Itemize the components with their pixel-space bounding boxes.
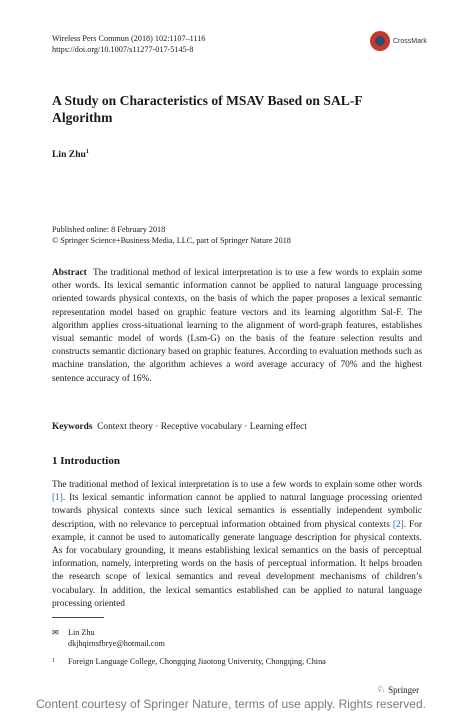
journal-citation: Wireless Pers Commun (2018) 102:1107–1116 xyxy=(52,34,206,43)
footnote-separator xyxy=(52,617,104,618)
author-affil-mark: 1 xyxy=(85,149,89,155)
citation-1[interactable]: [1] xyxy=(52,493,63,504)
introduction-paragraph xyxy=(52,479,422,611)
copyright: © Springer Science+Business Media, LLC, part of Springer Nature 2018 xyxy=(52,236,291,245)
publisher-logo xyxy=(377,684,419,695)
author-name: Lin Zhu xyxy=(52,149,86,161)
abstract-text: The traditional method of lexical interpretation is to use a few words to explain some other words. Its lexical semantic information cannot be applied to natural language processing oriented towards physical contexts, on the basis of which the paper proposes a lexical semantic representation model based on graphic feature vectors and its learning algorithm Sal-F. The algorithm applies cross-situational learning to the alignment of word-graph features, establishes visual semantic model of words (Lsm-G) on the basis of the feature selection results and constructs semantic dictionary based on graphic features. According to evaluation methods such as machine translation, the algorithm achieves a word average accuracy of 70% and the highest sentence accuracy of 16%. xyxy=(52,268,423,384)
crossmark-icon xyxy=(370,31,390,51)
publisher-name: Springer xyxy=(388,684,420,695)
keywords-label: Keywords xyxy=(52,422,93,432)
author-line xyxy=(52,149,89,160)
contact-name: Lin Zhu xyxy=(68,628,95,637)
contact-email[interactable]: dkjhqirnsfbrye@hotmail.com xyxy=(68,639,165,648)
crossmark-badge[interactable] xyxy=(370,31,427,51)
abstract-label: Abstract xyxy=(52,268,87,278)
intro-text-3: . For example, it cannot be used to automatically generate language description for physical contexts. As for vocabulary grounding, it means establishing lexical semantics on the basis of perceptual information, namely, interpreting words on the basis of perceptual information. It helps broaden the research scope of lexical semantics and reveal development mechanisms of children’s vocabulary. In addition, the lexical semantics established can be applied to natural language processing oriented xyxy=(52,519,422,609)
paper-title: A Study on Characteristics of MSAV Based on SAL-F Algorithm xyxy=(52,93,363,125)
envelope-icon: ✉ xyxy=(52,628,59,637)
abstract xyxy=(52,267,422,386)
courtesy-notice: Content courtesy of Springer Nature, terms of use apply. Rights reserved. xyxy=(36,697,426,711)
springer-horse-icon: ♘ xyxy=(377,684,386,694)
doi-link[interactable]: https://doi.org/10.1007/s11277-017-5145-8 xyxy=(52,45,194,54)
keywords-text: Context theory · Receptive vocabulary · Learning effect xyxy=(97,422,307,432)
crossmark-label: CrossMark xyxy=(393,37,427,45)
intro-text-1: The traditional method of lexical interpretation is to use a few words to explain some other words xyxy=(52,480,422,490)
affiliation-mark: 1 xyxy=(52,658,55,664)
affiliation: Foreign Language College, Chongqing Jiaotong University, Chongqing, China xyxy=(68,657,326,666)
intro-text-2: . Its lexical semantic information cannot be applied to natural language processing oriented towards physical contexts since such lexical semantics is essentially independent symbolic description, with no relevance to perceptual information obtained from physical contexts xyxy=(52,493,422,530)
citation-2[interactable]: [2] xyxy=(392,519,404,530)
published-date: Published online: 8 February 2018 xyxy=(52,225,166,234)
keywords xyxy=(52,421,422,434)
section-heading-introduction: 1 Introduction xyxy=(52,455,120,467)
